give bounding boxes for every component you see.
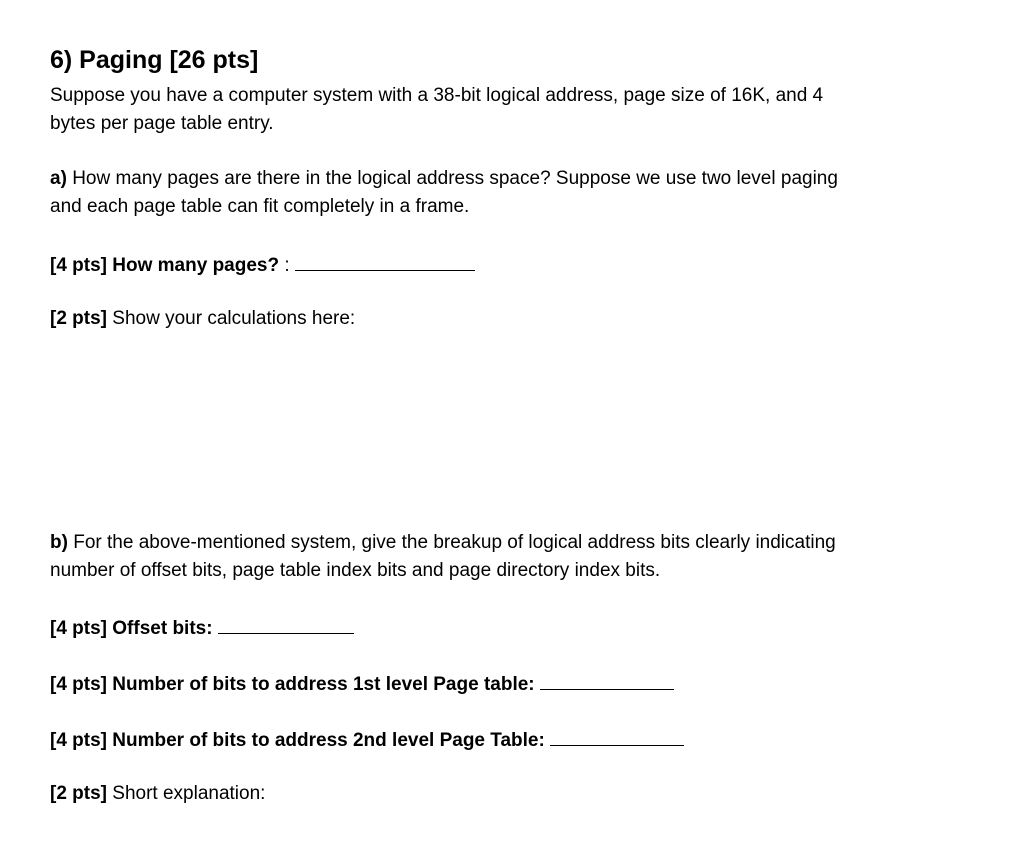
part-a-q2-text: Show your calculations here: bbox=[112, 308, 356, 329]
part-b-q4-points: [2 pts] bbox=[50, 783, 107, 804]
part-b-q1-row bbox=[50, 615, 354, 640]
part-a-q1-points: [4 pts] bbox=[50, 255, 107, 276]
part-b-question-text: For the above-mentioned system, give the breakup of logical address bits clearly indicating bbox=[73, 532, 836, 553]
part-b-q1-points: [4 pts] bbox=[50, 618, 107, 639]
part-b-line-2: number of offset bits, page table index bits and page directory index bits. bbox=[50, 560, 661, 581]
answer-blank-offset-bits[interactable] bbox=[218, 615, 354, 634]
part-b-q3-points: [4 pts] bbox=[50, 730, 107, 751]
part-b-q3-row bbox=[50, 727, 684, 752]
part-b-q2-row bbox=[50, 671, 674, 696]
part-b-q1-text: Offset bits: bbox=[112, 618, 213, 639]
answer-blank-second-level-bits[interactable] bbox=[550, 727, 684, 746]
part-a-line-2: and each page table can fit completely in a frame. bbox=[50, 196, 470, 217]
part-b-q3-text: Number of bits to address 2nd level Page Table: bbox=[112, 730, 545, 751]
part-b-q2-points: [4 pts] bbox=[50, 674, 107, 695]
intro-line-1: Suppose you have a computer system with a 38-bit logical address, page size of 16K, and 4 bbox=[50, 85, 824, 106]
part-b-q4-row bbox=[50, 783, 265, 805]
part-a-q2-points: [2 pts] bbox=[50, 308, 107, 329]
part-a-q1-suffix: : bbox=[279, 255, 290, 276]
part-a-label: a) bbox=[50, 168, 67, 189]
part-b-label: b) bbox=[50, 532, 68, 553]
answer-blank-pages[interactable] bbox=[295, 252, 475, 271]
part-b-q4-text: Short explanation: bbox=[112, 783, 266, 804]
section-title: 6) Paging [26 pts] bbox=[50, 46, 259, 74]
answer-blank-first-level-bits[interactable] bbox=[540, 671, 674, 690]
part-a-line-1 bbox=[50, 168, 838, 190]
part-a-question-text: How many pages are there in the logical address space? Suppose we use two level paging bbox=[72, 168, 838, 189]
part-b-q2-text: Number of bits to address 1st level Page table: bbox=[112, 674, 535, 695]
intro-line-2: bytes per page table entry. bbox=[50, 113, 274, 134]
part-a-q1-text: How many pages? bbox=[112, 255, 280, 276]
part-a-q2-row bbox=[50, 308, 355, 330]
part-a-q1-row bbox=[50, 252, 475, 277]
part-b-line-1 bbox=[50, 532, 836, 554]
